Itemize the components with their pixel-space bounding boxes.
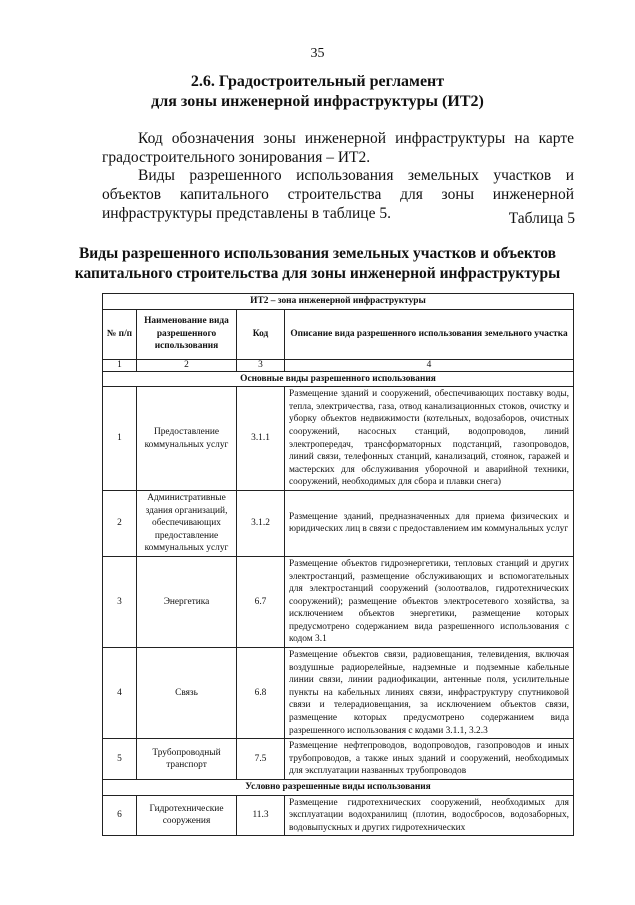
section-title-line2: для зоны инженерной инфраструктуры (ИТ2) xyxy=(151,93,484,110)
table-row xyxy=(103,795,574,836)
column-number: 4 xyxy=(285,359,574,371)
group-label-conditional: Условно разрешенные виды использования xyxy=(103,780,574,796)
paragraph-table-reference xyxy=(102,166,574,223)
use-type-name: Энергетика xyxy=(137,556,237,647)
column-header-code: Код xyxy=(237,309,285,359)
use-type-code: 3.1.2 xyxy=(237,490,285,556)
row-number: 5 xyxy=(103,739,137,780)
use-type-code: 11.3 xyxy=(237,795,285,836)
use-type-name: Связь xyxy=(137,648,237,739)
row-number: 2 xyxy=(103,490,137,556)
page-number: 35 xyxy=(310,46,325,61)
group-label-main: Основные виды разрешенного использования xyxy=(103,371,574,387)
table-row xyxy=(103,387,574,491)
section-title-line1: 2.6. Градостроительный регламент xyxy=(190,73,445,90)
section-title xyxy=(0,72,635,112)
column-number-row xyxy=(103,359,574,371)
land-use-table xyxy=(102,293,574,836)
table-caption: Таблица 5 xyxy=(508,210,575,227)
column-number: 3 xyxy=(237,359,285,371)
table-row xyxy=(103,490,574,556)
column-header-name: Наименование вида разрешенного использования xyxy=(137,309,237,359)
paragraph-zone-code-text: Код обозначения зоны инженерной инфраструктуры на карте градостроительного зонирования – ИТ2. xyxy=(102,130,574,166)
column-number: 1 xyxy=(103,359,137,371)
use-type-code: 7.5 xyxy=(237,739,285,780)
use-type-code: 6.7 xyxy=(237,556,285,647)
row-number: 3 xyxy=(103,556,137,647)
use-type-description: Размещение объектов гидроэнергетики, тепловых станций и других электростанций, размещение обслуживающих и вспомогательных для электростанций сооружений (золоотвалов, гидротехнических сооружений); размещение объектов электросетевого хозяйства, за исключением объектов энергетики, размещение которых предусмотрено содержанием вида разрешенного использования с кодом 3.1 xyxy=(285,556,574,647)
row-number: 1 xyxy=(103,387,137,491)
use-type-description: Размещение гидротехнических сооружений, необходимых для эксплуатации водохранилищ (плотин, водосбросов, водозаборных, водовыпускных и других гидротехнических xyxy=(285,795,574,836)
table-row xyxy=(103,556,574,647)
table-row xyxy=(103,739,574,780)
row-number: 6 xyxy=(103,795,137,836)
use-type-name: Предоставление коммунальных услуг xyxy=(137,387,237,491)
table-row xyxy=(103,648,574,739)
table-heading-line2: капитального строительства для зоны инженерной инфраструктуры xyxy=(74,265,561,282)
use-type-name: Административные здания организаций, обеспечивающих предоставление коммунальных услуг xyxy=(137,490,237,556)
paragraph-zone-code xyxy=(102,129,574,167)
table-heading xyxy=(0,244,635,284)
use-type-code: 6.8 xyxy=(237,648,285,739)
column-number: 2 xyxy=(137,359,237,371)
row-number: 4 xyxy=(103,648,137,739)
table-heading-line1: Виды разрешенного использования земельных участков и объектов xyxy=(78,245,557,262)
use-type-name: Гидротехнические сооружения xyxy=(137,795,237,836)
use-type-name: Трубопроводный транспорт xyxy=(137,739,237,780)
column-header-number: № п/п xyxy=(103,309,137,359)
zone-header: ИТ2 – зона инженерной инфраструктуры xyxy=(103,294,574,310)
use-type-description: Размещение объектов связи, радиовещания, телевидения, включая воздушные радиорелейные, надземные и подземные кабельные линии связи, линии радиофикации, антенные поля, усилительные пункты на кабельных линиях связи, инфраструктуру спутниковой связи и телерадиовещания, за исключением объектов связи, размещение которых предусмотрено содержанием вида разрешенного использования с кодами 3.1.1, 3.2.3 xyxy=(285,648,574,739)
use-type-description: Размещение зданий, предназначенных для приема физических и юридических лиц в связи с предоставлением им коммунальных услуг xyxy=(285,490,574,556)
use-type-code: 3.1.1 xyxy=(237,387,285,491)
use-type-description: Размещение нефтепроводов, водопроводов, газопроводов и иных трубопроводов, а также иных зданий и сооружений, необходимых для эксплуатации названных трубопроводов xyxy=(285,739,574,780)
column-header-description: Описание вида разрешенного использования земельного участка xyxy=(285,309,574,359)
group-row-main xyxy=(103,371,574,387)
group-row-conditional xyxy=(103,780,574,796)
paragraph-table-reference-text: Виды разрешенного использования земельных участков и объектов капитального строительства для зоны инженерной инфраструктуры представлены в таблице 5. xyxy=(102,167,574,222)
use-type-description: Размещение зданий и сооружений, обеспечивающих поставку воды, тепла, электричества, газа, отвод канализационных стоков, очистку и уборку объектов недвижимости (котельных, водозаборов, очистных сооружений, насосных станций, водопроводов, линий электропередач, трансформаторных подстанций, газопроводов, линий связи, телефонных станций, канализаций, стоянок, гаражей и мастерских для обслуживания уборочной и аварийной техники, сооружений, необходимых для сбора и плавки снега) xyxy=(285,387,574,491)
